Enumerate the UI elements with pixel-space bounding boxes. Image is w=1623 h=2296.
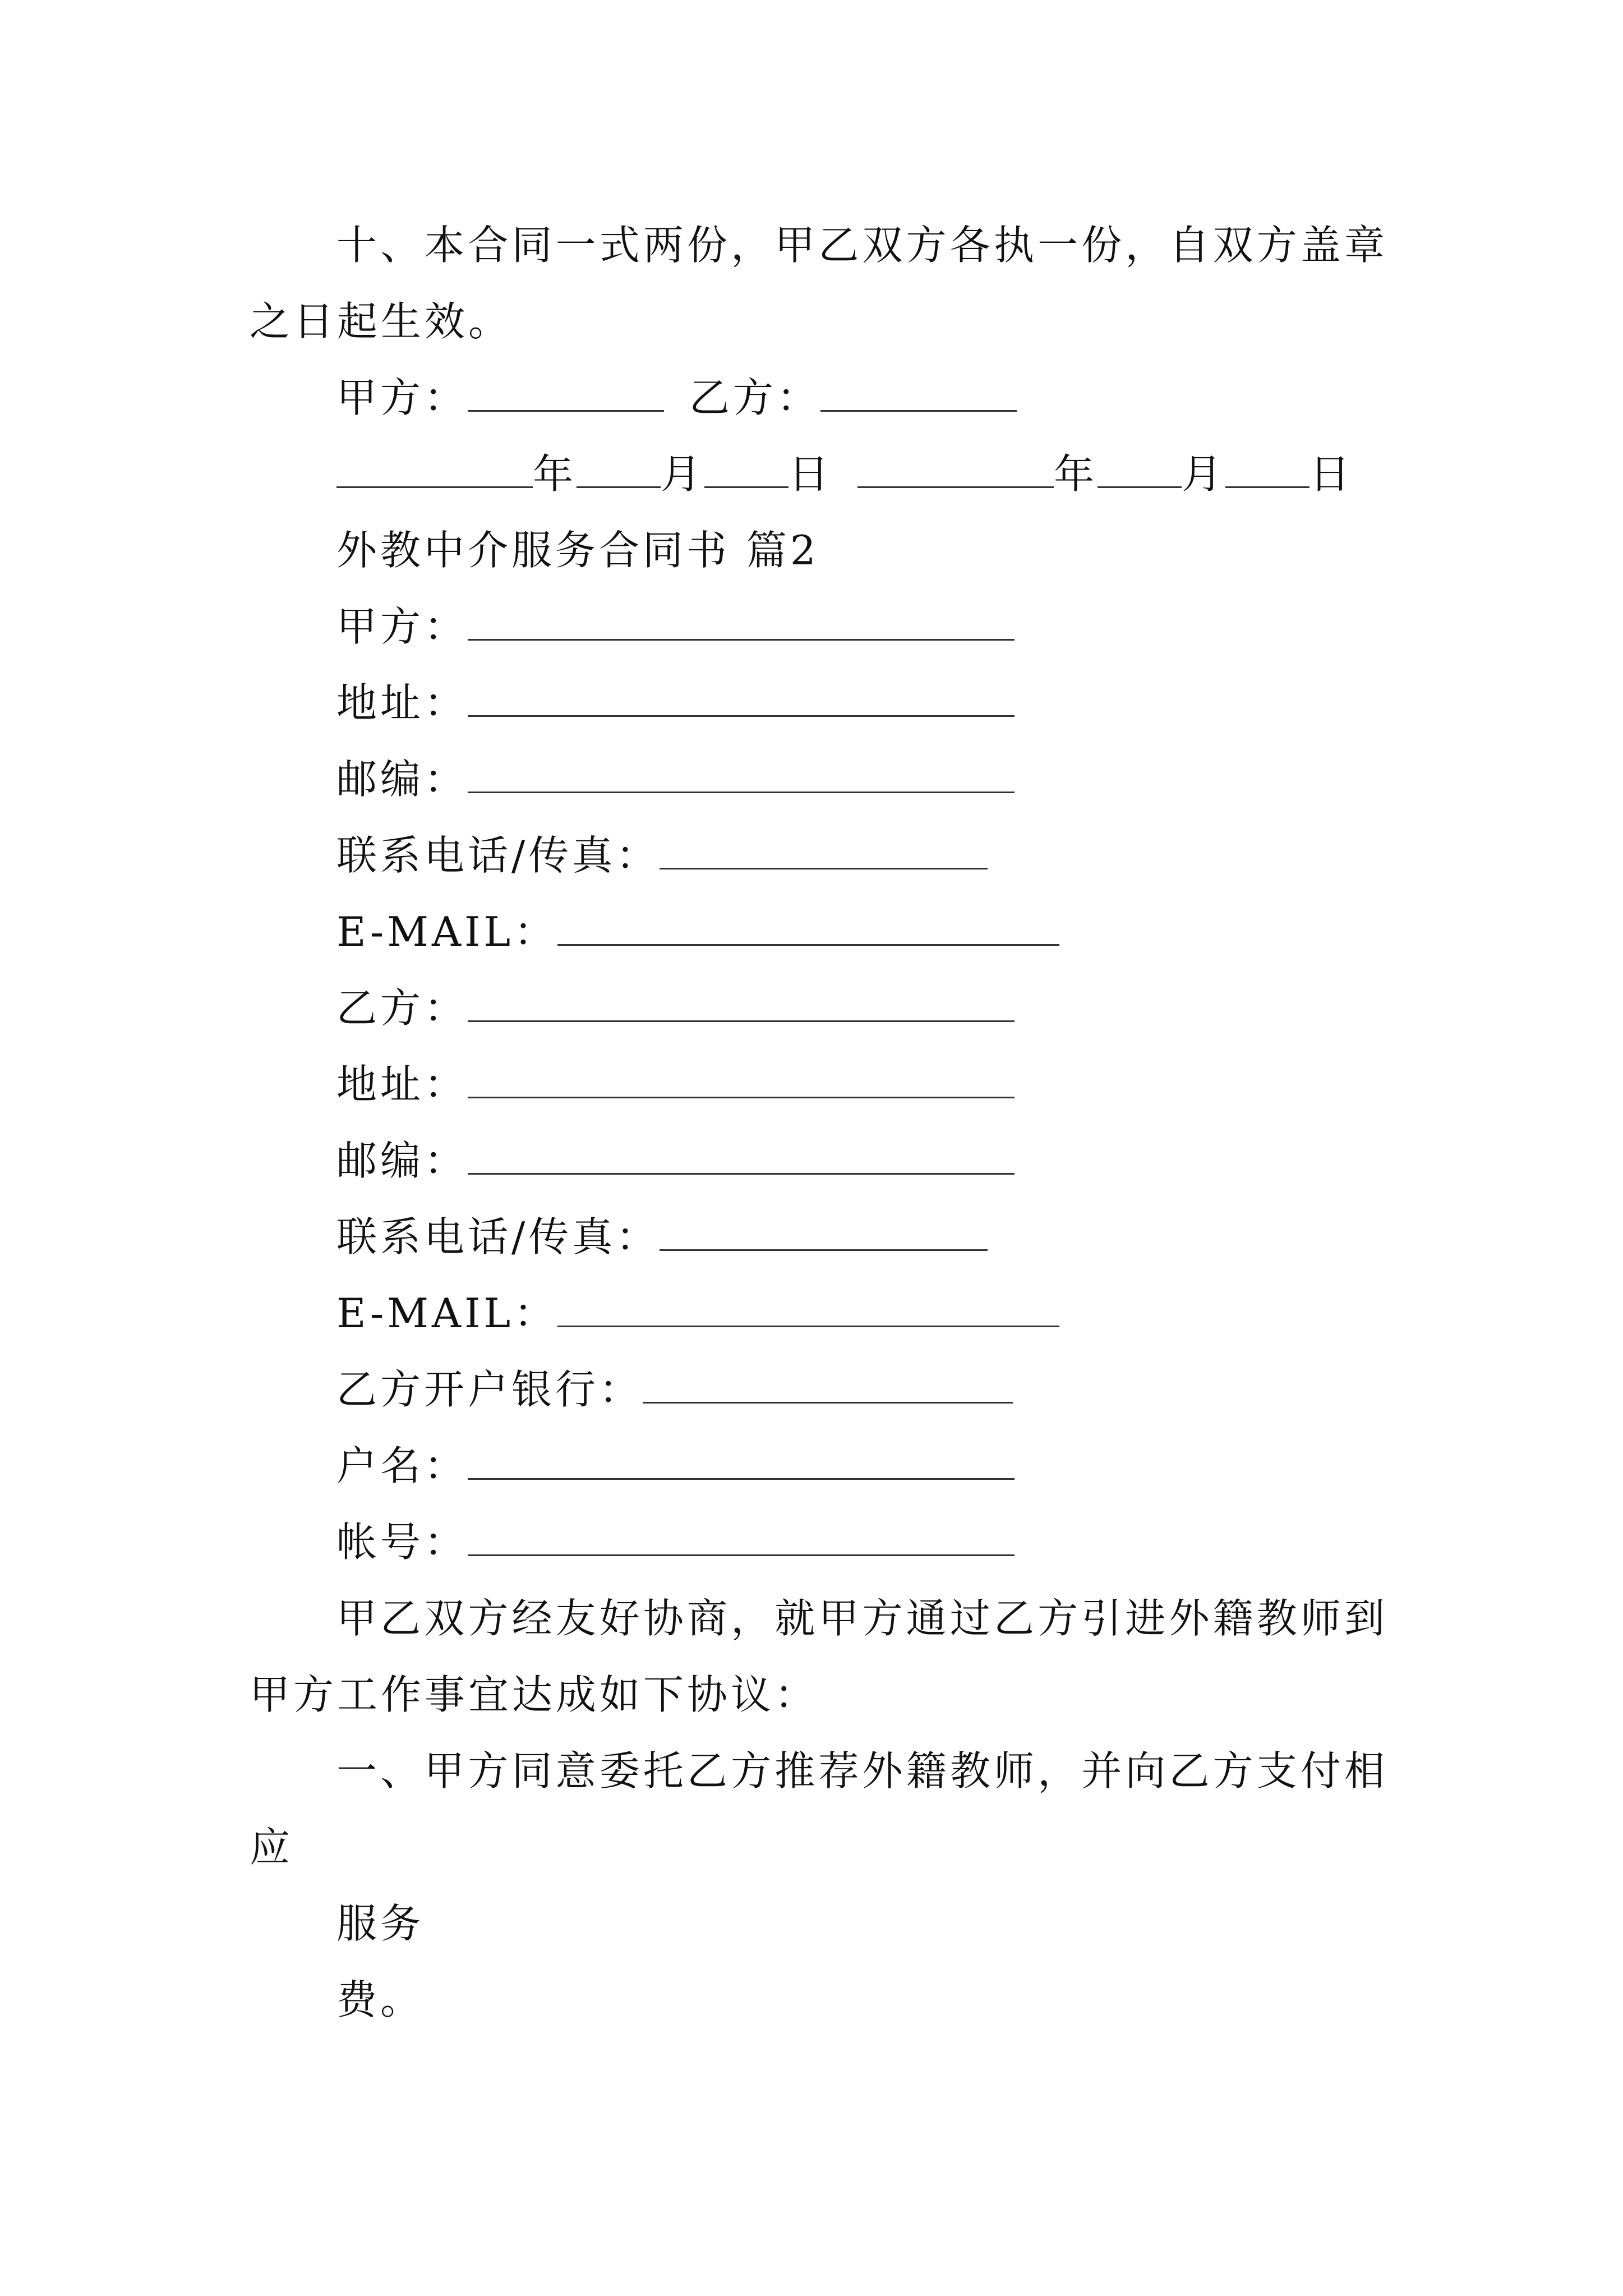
party-b-address-field[interactable]: [468, 1062, 1015, 1098]
party-b-bank-field[interactable]: [643, 1367, 1013, 1404]
party-a-phone-fax-field[interactable]: [660, 833, 988, 869]
party-b-signature-blank[interactable]: [820, 375, 1017, 412]
party-b-postcode-label: 邮编：: [336, 1137, 468, 1184]
party-b-account-name-label: 户名：: [336, 1442, 468, 1489]
party-b-name-field[interactable]: [468, 986, 1015, 1022]
party-a-postcode-label: 邮编：: [336, 756, 468, 803]
party-b-year-blank[interactable]: [857, 452, 1054, 488]
day-label: 日: [1310, 450, 1354, 498]
party-a-name-field[interactable]: [468, 604, 1015, 641]
party-a-phone-fax-row: [336, 830, 988, 881]
date-row: [336, 449, 1353, 499]
party-b-account-number-field[interactable]: [468, 1520, 1015, 1556]
party-b-email-field[interactable]: [557, 1291, 1059, 1327]
party-a-name-row: [336, 601, 1015, 652]
party-b-month-blank[interactable]: [1098, 452, 1182, 488]
clause-ten-line-1: 十、本合同一式两份，甲乙双方各执一份，自双方盖章: [336, 222, 1388, 269]
party-b-email-label: E-MAIL：: [336, 1290, 558, 1337]
party-a-address-label: 地址：: [336, 679, 468, 726]
party-a-name-label: 甲方：: [336, 603, 468, 650]
party-b-bank-label: 乙方开户银行：: [336, 1366, 643, 1413]
party-b-account-number-row: [336, 1517, 1015, 1567]
agreement-intro-line-2: 甲方工作事宜达成如下协议：: [250, 1671, 819, 1718]
clause-ten-line-2: 之日起生效。: [250, 298, 513, 345]
clause-one-line-2: 应: [250, 1824, 294, 1871]
party-b-bank-row: [336, 1364, 1013, 1415]
month-label: 月: [1182, 450, 1226, 498]
party-a-day-blank[interactable]: [704, 452, 789, 488]
party-a-signature-blank[interactable]: [468, 375, 664, 412]
party-a-email-row: [336, 907, 1059, 957]
party-b-phone-fax-label: 联系电话/传真：: [336, 1213, 660, 1260]
party-a-email-label: E-MAIL：: [336, 908, 558, 955]
party-b-name-row: [336, 983, 1015, 1033]
party-a-phone-fax-label: 联系电话/传真：: [336, 832, 660, 879]
section-title: 外教中介服务合同书 篇2: [336, 527, 819, 574]
party-b-signature-label: 乙方：: [689, 374, 821, 421]
clause-one-line-1: 一、甲方同意委托乙方推荐外籍教师，并向乙方支付相: [336, 1747, 1388, 1795]
party-b-account-name-row: [336, 1441, 1015, 1491]
party-a-address-row: [336, 678, 1015, 728]
party-b-account-name-field[interactable]: [468, 1443, 1015, 1480]
party-a-postcode-field[interactable]: [468, 757, 1015, 793]
party-b-phone-fax-row: [336, 1212, 988, 1262]
party-a-month-blank[interactable]: [577, 452, 661, 488]
party-b-email-row: [336, 1288, 1059, 1338]
party-a-postcode-row: [336, 754, 1015, 804]
year-label: 年: [1054, 450, 1098, 498]
clause-one-line-3: 服务: [336, 1900, 425, 1947]
year-label: 年: [533, 450, 577, 498]
party-a-year-blank[interactable]: [336, 452, 533, 488]
party-b-name-label: 乙方：: [336, 984, 468, 1032]
party-b-address-row: [336, 1059, 1015, 1110]
agreement-intro-line-1: 甲乙双方经友好协商，就甲方通过乙方引进外籍教师到: [336, 1595, 1388, 1642]
party-b-phone-fax-field[interactable]: [660, 1214, 988, 1251]
party-b-address-label: 地址：: [336, 1061, 468, 1108]
party-a-address-field[interactable]: [468, 680, 1015, 717]
clause-one-line-4: 费。: [336, 1976, 425, 2023]
party-a-email-field[interactable]: [557, 909, 1059, 946]
party-a-signature-label: 甲方：: [336, 374, 468, 421]
month-label: 月: [661, 450, 705, 498]
party-b-postcode-row: [336, 1135, 1015, 1186]
party-b-day-blank[interactable]: [1225, 452, 1310, 488]
party-b-account-number-label: 帐号：: [336, 1519, 468, 1566]
signature-row: [336, 372, 1017, 423]
party-b-postcode-field[interactable]: [468, 1138, 1015, 1175]
day-label: 日: [789, 450, 833, 498]
